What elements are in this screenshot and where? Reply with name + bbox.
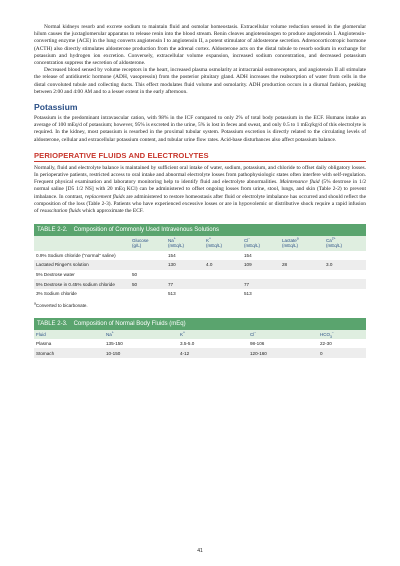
table-2-3-header-row	[34, 330, 366, 339]
table-cell: 130	[166, 260, 204, 270]
table-cell: 0	[318, 348, 366, 358]
table-cell	[204, 270, 242, 280]
table-cell: 50	[130, 270, 166, 280]
table-2-3-number: TABLE 2-3.	[37, 320, 68, 327]
table-cell: 154	[166, 251, 204, 261]
header-label: Cl	[244, 238, 249, 244]
paragraph-perioperative	[34, 165, 366, 215]
page-number: 41	[197, 548, 203, 554]
table23-header-1	[104, 330, 178, 339]
table-2-2-footnote	[34, 303, 366, 308]
table23-header-3	[248, 330, 318, 339]
table-cell	[324, 251, 366, 261]
header-superscript: +	[209, 236, 211, 241]
table-row	[34, 348, 366, 358]
table-row	[34, 270, 366, 280]
table-cell: 77	[242, 279, 280, 289]
table22-header-4	[242, 236, 280, 250]
header-label: K	[180, 331, 184, 337]
adh-text-tail: and to a lesser extent in the early afternoon.	[92, 88, 188, 95]
table-cell: 109	[242, 260, 280, 270]
table-cell	[280, 251, 324, 261]
header-label: Ca	[326, 238, 332, 244]
table-2-2-number: TABLE 2-2.	[37, 227, 68, 234]
table-2-2-grid	[34, 236, 366, 298]
table-cell: 77	[166, 279, 204, 289]
peri-text-2: (5% dextrose in 1/2 normal saline [D5 1/2 NS] with 20 mEq KCl) can be administered to offset ongoing losses from urine, stool, lungs, and skin (Table 2-2) to prevent imbalance. In contrast,	[34, 179, 367, 200]
table-cell	[324, 270, 366, 280]
header-superscript: 2+	[331, 236, 336, 241]
header-label: Glucose	[132, 238, 149, 244]
table-2-3-body	[34, 339, 366, 358]
table-cell: 3.0	[324, 260, 366, 270]
adh-text-lead: Decreased blood sensed by volume receptors in the heart, increased plasma osmolarity at intracranial osmoreceptors, and angiotensin II all stimulate the release of antidiuretic hormone (ADH, vasopressin) from the posterior pituitary gland. ADH increases the reabsorption of water from cells in the distal convoluted tubule and collecting ducts. This effect modulates fluid volume and osmolarity. ADH production occurs in a diurnal fashion, peaking between 2:00 and 4:00	[34, 67, 366, 95]
table-cell: 154	[242, 251, 280, 261]
table-cell	[130, 289, 166, 299]
header-superscript: −	[331, 330, 334, 335]
table22-header-0	[34, 236, 130, 250]
table-2-2-caption	[34, 224, 366, 236]
table-cell	[166, 270, 204, 280]
table-cell	[130, 260, 166, 270]
section-divider	[34, 161, 366, 162]
term-maintenance-fluid: Maintenance fluid	[279, 179, 320, 186]
table-cell	[130, 251, 166, 261]
table-cell: 513	[166, 289, 204, 299]
table23-header-4	[318, 330, 366, 339]
term-resuscitation-fluids: resuscitation fluids	[39, 208, 81, 215]
header-superscript: −	[248, 236, 251, 241]
header-unit: (mEq/L)	[168, 243, 185, 249]
table-cell: 10-150	[104, 348, 178, 358]
header-superscript: +	[183, 330, 185, 335]
header-label: K	[206, 238, 210, 244]
row-label: Plasma	[34, 339, 104, 349]
table-cell	[204, 279, 242, 289]
table-cell: 120-160	[248, 348, 318, 358]
table-cell: 4-12	[178, 348, 248, 358]
footnote-marker: a	[34, 301, 36, 306]
table-cell: 135-150	[104, 339, 178, 349]
table-row	[34, 279, 366, 289]
table-cell: 4.0	[204, 260, 242, 270]
header-superscript: +	[111, 330, 114, 335]
table-2-2	[34, 224, 366, 307]
peri-text-1: Normally, fluid and electrolyte balance is maintained by sufficient oral intake of water, sodium, potassium, and chloride to offset daily obligatory losses. In perioperative patients, restricted access to oral intake and abnormal electrolyte losses from pathophysiologic states often interfere with self-regulation. Frequent physical examination and laboratory monitoring help to identify fluid and electrolyte abnormalities.	[34, 164, 366, 186]
table-2-2-header-row	[34, 236, 366, 250]
table-row	[34, 339, 366, 349]
table-cell	[204, 289, 242, 299]
page-body	[34, 24, 366, 358]
header-label: Cl	[250, 331, 255, 337]
row-label: 5% Dextrose water	[34, 270, 130, 280]
section-heading-perioperative: PERIOPERATIVE FLUIDS AND ELECTROLYTES	[34, 150, 209, 160]
table-2-3-title: Composition of Normal Body Fluids (mEq)	[73, 320, 186, 327]
header-label: Na	[106, 331, 112, 337]
table-2-3-caption	[34, 318, 366, 330]
row-label: Lactated Ringer's solution	[34, 260, 130, 270]
row-label: 5% Dextrose in 0.45% sodium chloride	[34, 279, 130, 289]
header-unit: (g/L)	[132, 243, 142, 249]
table-cell: 22-30	[318, 339, 366, 349]
table-cell	[280, 289, 324, 299]
table-cell	[324, 279, 366, 289]
peri-text-3: are administered to restore homeostasis after fluid or electrolyte imbalance has occurred and should reflect the composition of the loss (Table 2-3). Patients who have experienced excessive losses or are in hypovolemic or distributive shock require a rapid infusion of	[34, 193, 366, 215]
row-label: 0.9% Sodium chloride ("normal" saline)	[34, 251, 130, 261]
time-am: AM	[84, 89, 93, 95]
table-cell	[324, 289, 366, 299]
footnote-text: Converted to bicarbonate.	[35, 302, 88, 308]
table-row	[34, 251, 366, 261]
table22-header-5	[280, 236, 324, 250]
header-label: Lactate	[282, 238, 297, 244]
table-row	[34, 260, 366, 270]
paragraph-adh	[34, 67, 366, 96]
row-label: Stomach	[34, 348, 104, 358]
header-unit: (mEq/L)	[206, 243, 223, 249]
header-superscript: +	[173, 236, 176, 241]
table-2-3-grid	[34, 330, 366, 358]
table22-header-2	[166, 236, 204, 250]
table-cell	[204, 251, 242, 261]
table-row	[34, 289, 366, 299]
table-cell	[280, 279, 324, 289]
header-unit: (mEq/L)	[282, 243, 299, 249]
table-cell: 98-106	[248, 339, 318, 349]
peri-text-4: which approximate the ECF.	[80, 208, 144, 215]
table22-header-3	[204, 236, 242, 250]
header-superscript: a	[296, 236, 299, 241]
header-superscript: −	[254, 330, 257, 335]
paragraph-sodium-regulation: Normal kidneys resorb and excrete sodium to maintain fluid and osmolar homeostasis. Extracellular volume reduction sensed in the glomerular hilum causes the juxtaglomerular apparatus to release renin into the blood stream. Renin cleaves angiotensinogen to produce angiotensin I. Angiotensin-converting enzyme (ACE) in the lung converts angiotensin I to angiotensin II, a potent stimulator of aldosterone secretion. Adrenocorticotropic hormone (ACTH) also directly stimulates aldosterone production from the adrenal cortex. Aldosterone acts on the distal tubule to resorb sodium in exchange for potassium and hydrogen ion excretion. Conversely, extracellular volume expansion, increased sodium concentration, and decreased potassium concentration suppress the secretion of aldosterone.	[34, 24, 366, 67]
table-cell: 513	[242, 289, 280, 299]
table-2-2-title: Composition of Commonly Used Intravenous Solutions	[73, 227, 219, 234]
table-2-2-body	[34, 251, 366, 299]
table22-header-6	[324, 236, 366, 250]
table-cell: 28	[280, 260, 324, 270]
header-unit: (mEq/L)	[244, 243, 261, 249]
row-label: 3% Sodium chloride	[34, 289, 130, 299]
term-replacement-fluids: replacement fluids	[84, 193, 125, 200]
header-label: Fluid	[36, 331, 46, 337]
table-cell	[280, 270, 324, 280]
table23-header-2	[178, 330, 248, 339]
table23-header-0	[34, 330, 104, 339]
header-subscript: 3	[330, 334, 332, 339]
table-cell	[242, 270, 280, 280]
table-2-3	[34, 318, 366, 358]
table-cell: 3.5-5.0	[178, 339, 248, 349]
header-label: HCO	[320, 331, 330, 337]
paragraph-potassium: Potassium is the predominant intravascular cation, with 98% in the ICF compared to only 2% of total body potassium in the ECF. Humans intake an average of 100 mEq/d of potassium; however, 95% is excreted in the urine, 5% is lost in feces and sweat, and only 0.5 to 1 mEq/kg/d of this electrolyte is required. In the kidney, most potassium is resorbed in the proximal tubular system. Potassium excretion is directly related to the circulating levels of aldosterone, cellular and extracellular potassium content, and tubular urine flow rates. Acid-base disturbances also affect potassium balance.	[34, 115, 366, 143]
table-cell: 50	[130, 279, 166, 289]
header-unit: (mEq/L)	[326, 243, 343, 249]
header-label: Na	[168, 238, 174, 244]
section-heading-potassium: Potassium	[34, 102, 78, 113]
table22-header-1	[130, 236, 166, 250]
